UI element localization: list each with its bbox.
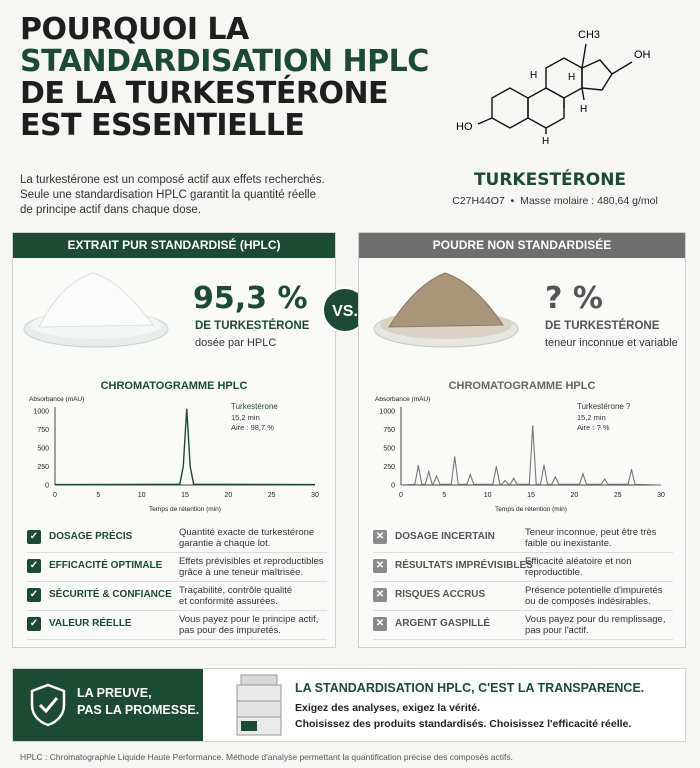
h-label-4: H (542, 136, 550, 147)
y-tick-label: 750 (383, 427, 395, 434)
feature-desc-line-2: pas pour des impuretés. (179, 625, 281, 636)
peak-point (543, 464, 544, 465)
proof-text (77, 685, 199, 719)
h-label-3: H (580, 104, 588, 115)
feature-desc-line-2: grâce à une teneur maîtrisée. (179, 567, 304, 578)
feature-label: EFFICACITÉ OPTIMALE (49, 560, 163, 571)
molecule-structure (452, 18, 682, 148)
y-axis-label: Absorbance (mAU) (29, 396, 85, 403)
title-line-1: POURQUOI LA (20, 12, 249, 47)
feature-label: RÉSULTATS IMPRÉVISIBLES (395, 560, 533, 571)
x-axis-label: Temps de rétention (min) (495, 506, 567, 513)
feature-label: SÉCURITÉ & CONFIANCE (49, 589, 172, 600)
feature-description (179, 527, 329, 549)
cross-icon: ✕ (373, 530, 387, 544)
ch3-label: CH3 (578, 29, 601, 41)
x-tick-label: 20 (570, 492, 579, 499)
peak-point (631, 469, 632, 470)
x-tick-label: 10 (137, 492, 146, 499)
y-tick-label: 500 (383, 445, 395, 453)
peak-area: Aire : 98,7 % (231, 423, 274, 432)
intro-line-2: Seule une standardisation HPLC garantit la quantité réelle (20, 189, 316, 201)
title-line-3: DE LA TURKESTÉRONE (20, 76, 389, 111)
chromatogram-chart (27, 393, 327, 513)
feature-description (525, 614, 675, 636)
check-icon: ✓ (27, 530, 41, 544)
x-tick-label: 5 (96, 492, 101, 499)
feature-desc-line-1: Teneur inconnue, peut être très (525, 527, 657, 538)
feature-desc-line-2: faible ou inexistante. (525, 538, 612, 549)
ho-label: HO (456, 121, 473, 133)
non-standardized-panel (358, 232, 686, 648)
peak-point (418, 465, 419, 466)
feature-label: VALEUR RÉELLE (49, 618, 132, 629)
peak-point (604, 478, 605, 479)
feature-label: DOSAGE PRÉCIS (49, 531, 133, 542)
cross-icon: ✕ (373, 617, 387, 631)
compound-formula: C27H44O7 (452, 195, 505, 207)
peak-point (513, 478, 514, 479)
peak-label: Turkestérone ? (577, 402, 631, 411)
brown-powder-image (371, 263, 521, 353)
feature-row (373, 614, 673, 640)
feature-desc-line-2: et conformité assurées. (179, 596, 278, 607)
proof-line-1: LA PREUVE, (77, 686, 152, 700)
peak-point (436, 476, 437, 477)
feature-row (27, 585, 327, 611)
proof-line-2: PAS LA PROMESSE. (77, 703, 200, 717)
purity-percent: ? % (545, 281, 603, 316)
feature-label: ARGENT GASPILLÉ (395, 618, 491, 629)
feature-desc-line-2: reproductible. (525, 567, 583, 578)
peak-area: Aire : ? % (577, 423, 610, 432)
y-tick-label: 250 (37, 464, 49, 471)
x-tick-label: 5 (442, 492, 447, 499)
y-tick-label: 500 (37, 445, 49, 453)
x-tick-label: 20 (224, 492, 233, 499)
feature-description (525, 556, 675, 578)
chromatogram-title: CHROMATOGRAMME HPLC (100, 380, 248, 392)
y-tick-label: 1000 (33, 408, 49, 416)
x-tick-label: 30 (657, 492, 665, 499)
intro-line-1: La turkestérone est un composé actif aux effets recherchés. (20, 174, 325, 186)
peak-point (555, 476, 556, 477)
y-tick-label: 750 (37, 427, 49, 434)
cross-icon: ✕ (373, 559, 387, 573)
feature-desc-line-2: pas pour l'actif. (525, 625, 589, 636)
title-line-2: STANDARDISATION HPLC (20, 44, 429, 79)
peak-time: 15,2 min (577, 413, 606, 422)
series-line (401, 426, 661, 485)
feature-desc-line-2: ou de composés indésirables. (525, 596, 651, 607)
feature-desc-line-2: garantie à chaque lot. (179, 538, 271, 549)
compound-info: C27H44O7 • Masse molaire : 480,64 g/mol (452, 195, 658, 207)
x-tick-label: 15 (181, 492, 189, 499)
cross-icon: ✕ (373, 588, 387, 602)
feature-description (179, 614, 329, 636)
feature-row (27, 614, 327, 640)
series-line (55, 409, 315, 485)
page-title (20, 14, 429, 142)
x-tick-label: 25 (613, 492, 622, 499)
y-tick-label: 1000 (379, 408, 395, 416)
feature-row (373, 556, 673, 582)
feature-description (525, 527, 675, 549)
footnote: HPLC : Chromatographie Liquide Haute Performance. Méthode d'analyse permettant la quantification précise des composés actifs. (20, 752, 513, 762)
compound-name: TURKESTÉRONE (473, 170, 627, 190)
feature-row (27, 556, 327, 582)
y-tick-label: 250 (383, 464, 395, 471)
feature-desc-line-1: Vous payez pour le principe actif, (179, 614, 319, 625)
h-label-2: H (568, 72, 576, 83)
feature-description (179, 556, 329, 578)
banner-title: LA STANDARDISATION HPLC, C'EST LA TRANSPARENCE. (295, 681, 645, 695)
purity-percent: 95,3 % (193, 281, 308, 316)
y-tick-label: 0 (45, 482, 49, 490)
proof-block (13, 669, 203, 741)
banner-line-1: Exigez des analyses, exigez la vérité. (295, 702, 481, 714)
feature-row (27, 527, 327, 553)
x-tick-label: 0 (399, 492, 403, 499)
vs-badge: VS. (322, 287, 368, 333)
check-icon: ✓ (27, 617, 41, 631)
peak-label: Turkestérone (231, 402, 278, 411)
x-axis-label: Temps de rétention (min) (149, 506, 221, 513)
feature-label: RISQUES ACCRUS (395, 589, 486, 600)
feature-desc-line-1: Traçabilité, contrôle qualité (179, 585, 293, 596)
x-tick-label: 25 (267, 492, 276, 499)
feature-row (373, 585, 673, 611)
feature-description (525, 585, 675, 607)
feature-desc-line-1: Vous payez pour du remplissage, (525, 614, 666, 625)
purity-label: DE TURKESTÉRONE (545, 320, 660, 332)
purity-note: teneur inconnue et variable (545, 337, 678, 349)
y-axis-label: Absorbance (mAU) (375, 396, 431, 403)
y-tick-label: 0 (391, 482, 395, 490)
standardized-panel (12, 232, 336, 648)
feature-description (179, 585, 329, 607)
conclusion-banner (12, 668, 686, 742)
feature-label: DOSAGE INCERTAIN (395, 531, 495, 542)
intro-line-3: de principe actif dans chaque dose. (20, 204, 201, 216)
title-line-4: EST ESSENTIELLE (20, 108, 305, 143)
feature-desc-line-1: Effets prévisibles et reproductibles (179, 556, 324, 567)
peak-time: 15,2 min (231, 413, 260, 422)
chromatogram-title: CHROMATOGRAMME HPLC (448, 380, 596, 392)
white-powder-image (21, 263, 171, 353)
purity-note: dosée par HPLC (195, 337, 277, 349)
feature-row (373, 527, 673, 553)
h-label-1: H (530, 70, 538, 81)
peak-point (532, 425, 533, 426)
panel-header: POUDRE NON STANDARDISÉE (359, 233, 685, 258)
x-tick-label: 15 (527, 492, 535, 499)
x-tick-label: 30 (311, 492, 319, 499)
hplc-instrument-image (231, 671, 287, 739)
peak-point (470, 474, 471, 475)
banner-line-2: Choisissez des produits standardisés. Choisissez l'efficacité réelle. (295, 718, 632, 730)
check-icon: ✓ (27, 559, 41, 573)
purity-label: DE TURKESTÉRONE (195, 320, 310, 332)
peak-point (428, 471, 429, 472)
x-tick-label: 10 (483, 492, 492, 499)
check-icon: ✓ (27, 588, 41, 602)
shield-check-icon (29, 683, 67, 727)
compound-mass: Masse molaire : 480,64 g/mol (520, 195, 658, 207)
chromatogram-chart (373, 393, 673, 513)
intro-text (20, 173, 330, 218)
feature-desc-line-1: Efficacité aléatoire et non (525, 556, 632, 567)
oh-label: OH (634, 49, 651, 61)
feature-desc-line-1: Présence potentielle d'impuretés (525, 585, 663, 596)
peak-point (504, 480, 505, 481)
panel-header: EXTRAIT PUR STANDARDISÉ (HPLC) (13, 233, 335, 258)
peak-point (496, 466, 497, 467)
x-tick-label: 0 (53, 492, 57, 499)
peak-point (454, 456, 455, 457)
feature-desc-line-1: Quantité exacte de turkestérone (179, 527, 315, 538)
peak-point (582, 473, 583, 474)
